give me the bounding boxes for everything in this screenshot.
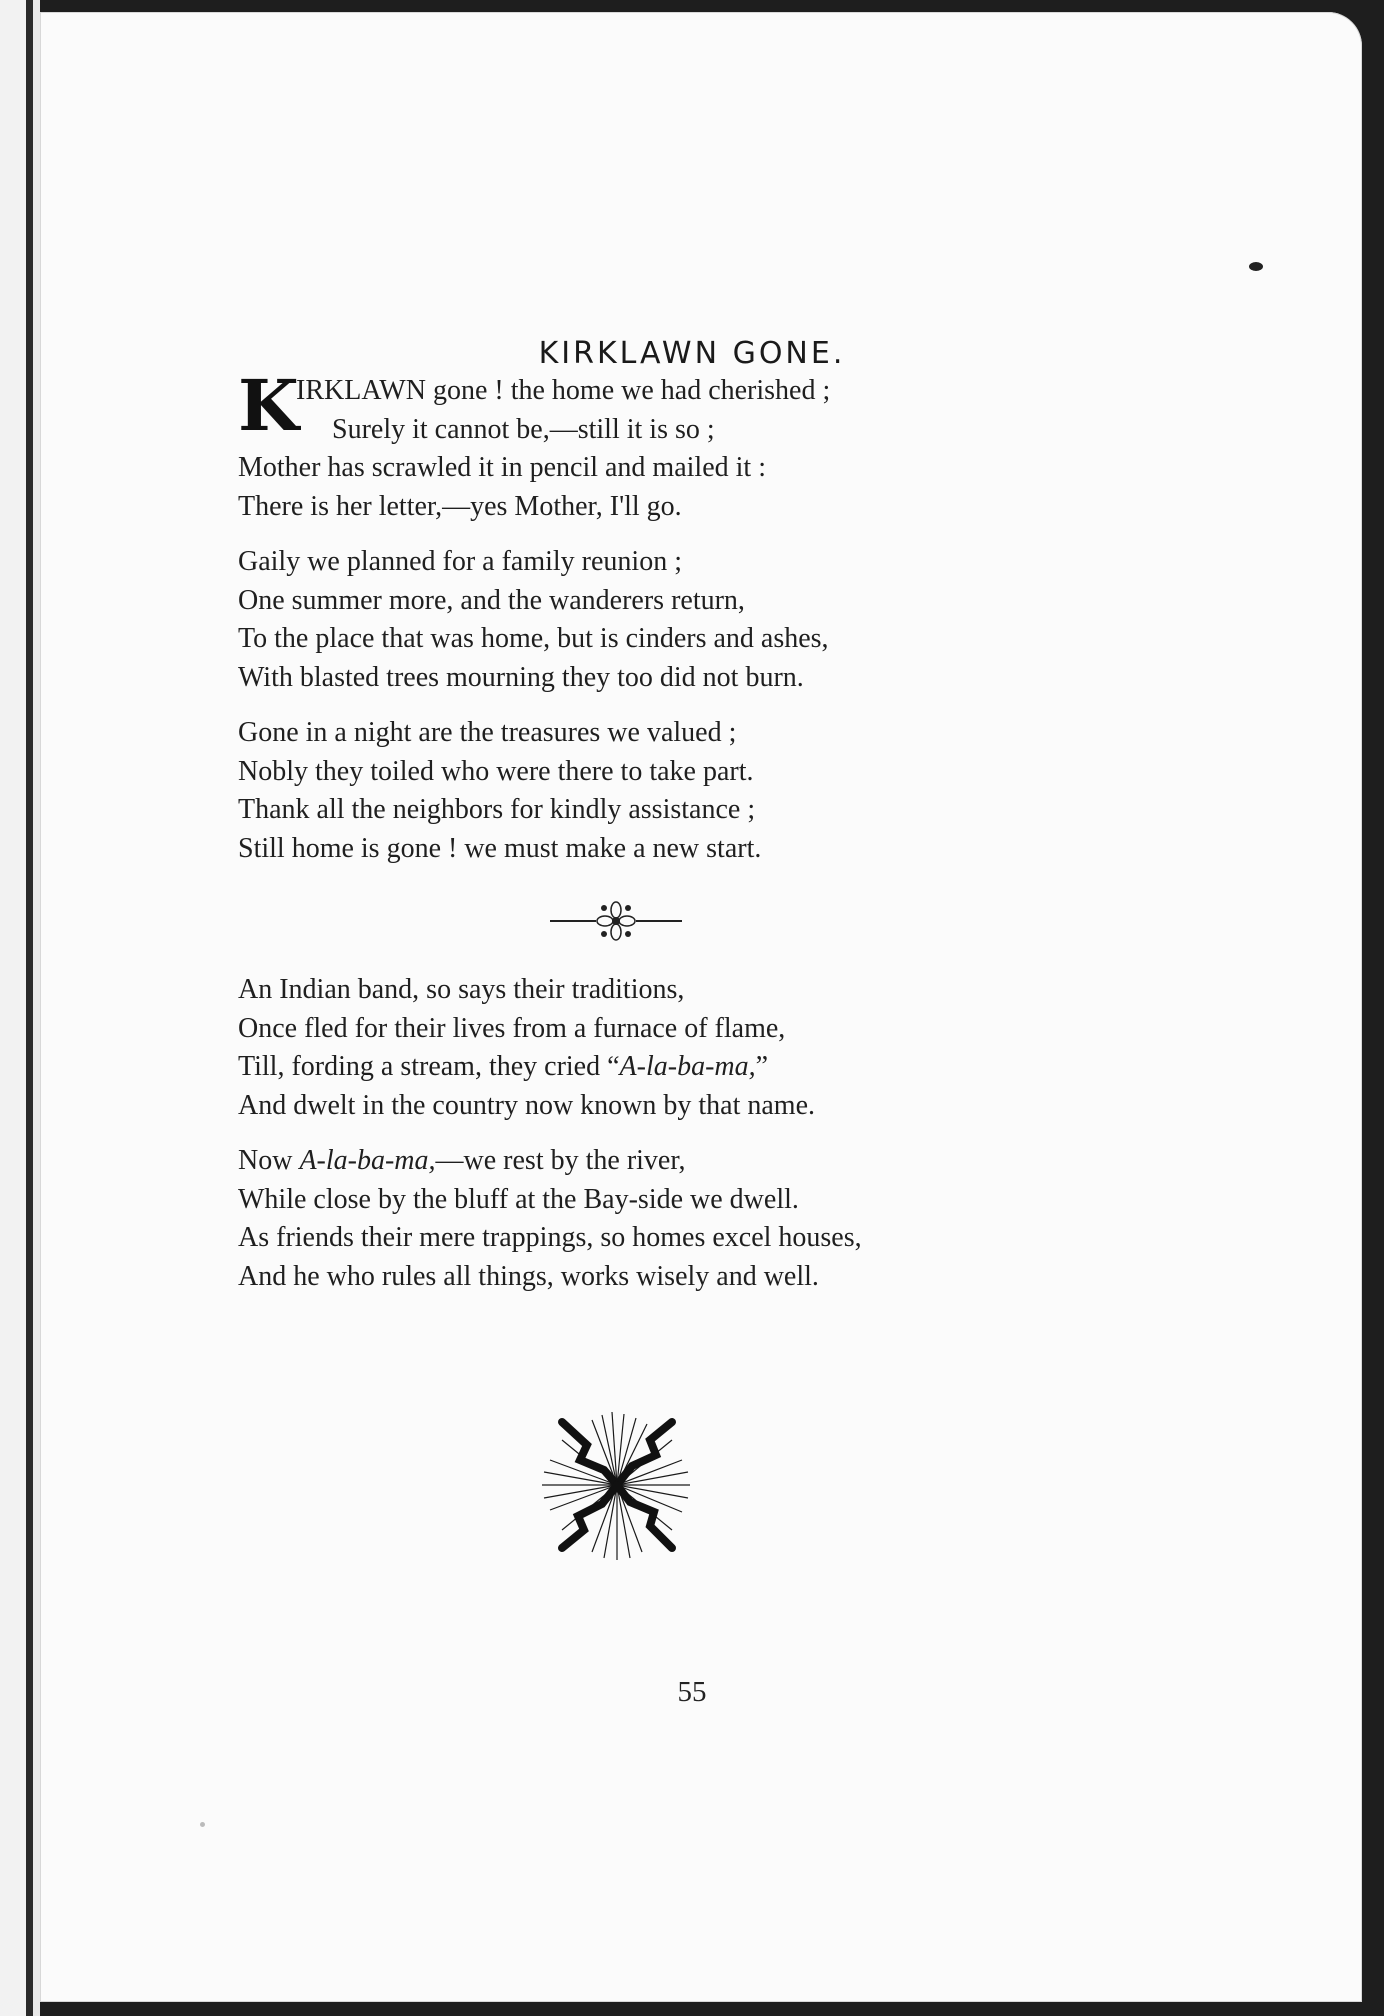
poem-line: One summer more, and the wanderers return,	[238, 584, 745, 616]
stanza-4	[238, 971, 1138, 1125]
poem-line: Surely it cannot be,—still it is so ;	[332, 413, 715, 445]
poem-line: And he who rules all things, works wisely and well.	[238, 1260, 819, 1292]
poem-title: KIRKLAWN GONE.	[538, 336, 846, 372]
poem-line: IRKLAWN gone ! the home we had cherished ;	[296, 375, 831, 406]
poem-line: Gaily we planned for a family reunion ;	[238, 546, 682, 577]
poem-line	[238, 1142, 1138, 1181]
poem-text: ”	[755, 1051, 769, 1082]
divider-ornament-icon	[548, 896, 684, 946]
poem-line: Thank all the neighbors for kindly assistance ;	[238, 794, 756, 825]
stanza-5	[238, 1142, 1138, 1296]
poem-text: Now	[238, 1145, 300, 1176]
poem-line: With blasted trees mourning they too did not burn.	[238, 661, 804, 693]
pine-cross-ornament-icon	[532, 1400, 702, 1570]
poem-line: Once fled for their lives from a furnace of flame,	[238, 1012, 786, 1044]
poem-line: To the place that was home, but is cinders and ashes,	[238, 623, 829, 654]
stanza-1	[238, 364, 1138, 526]
poem-line: Gone in a night are the treasures we valued ;	[238, 717, 737, 748]
poem-italic-word: A-la-ba-ma,	[619, 1051, 756, 1082]
drop-cap: K	[238, 364, 299, 447]
book-spine-edge	[0, 0, 40, 2016]
poem-line	[238, 1048, 1138, 1087]
poem-line: And dwelt in the country now known by that name.	[238, 1089, 816, 1121]
poem-line: There is her letter,—yes Mother, I'll go.	[238, 490, 682, 522]
poem-body-top	[238, 364, 1138, 885]
poem-line: While close by the bluff at the Bay-side we dwell.	[238, 1183, 799, 1215]
poem-line: As friends their mere trappings, so homes excel houses,	[238, 1222, 862, 1253]
poem-italic-word: A-la-ba-ma,	[299, 1145, 436, 1176]
ink-speck	[1249, 262, 1263, 271]
stanza-2	[238, 543, 1138, 697]
poem-line: Still home is gone ! we must make a new start.	[238, 832, 762, 864]
ink-speck	[200, 1822, 205, 1827]
poem-line: An Indian band, so says their traditions,	[238, 974, 685, 1005]
poem-line: Mother has scrawled it in pencil and mailed it :	[238, 452, 766, 483]
stanza-3	[238, 714, 1138, 868]
poem-text: Till, fording a stream, they cried “	[238, 1051, 620, 1082]
page-number: 55	[677, 1676, 707, 1708]
poem-line: Nobly they toiled who were there to take part.	[238, 755, 754, 787]
poem-text: —we rest by the river,	[435, 1145, 686, 1176]
poem-body-bottom	[238, 971, 1138, 1313]
